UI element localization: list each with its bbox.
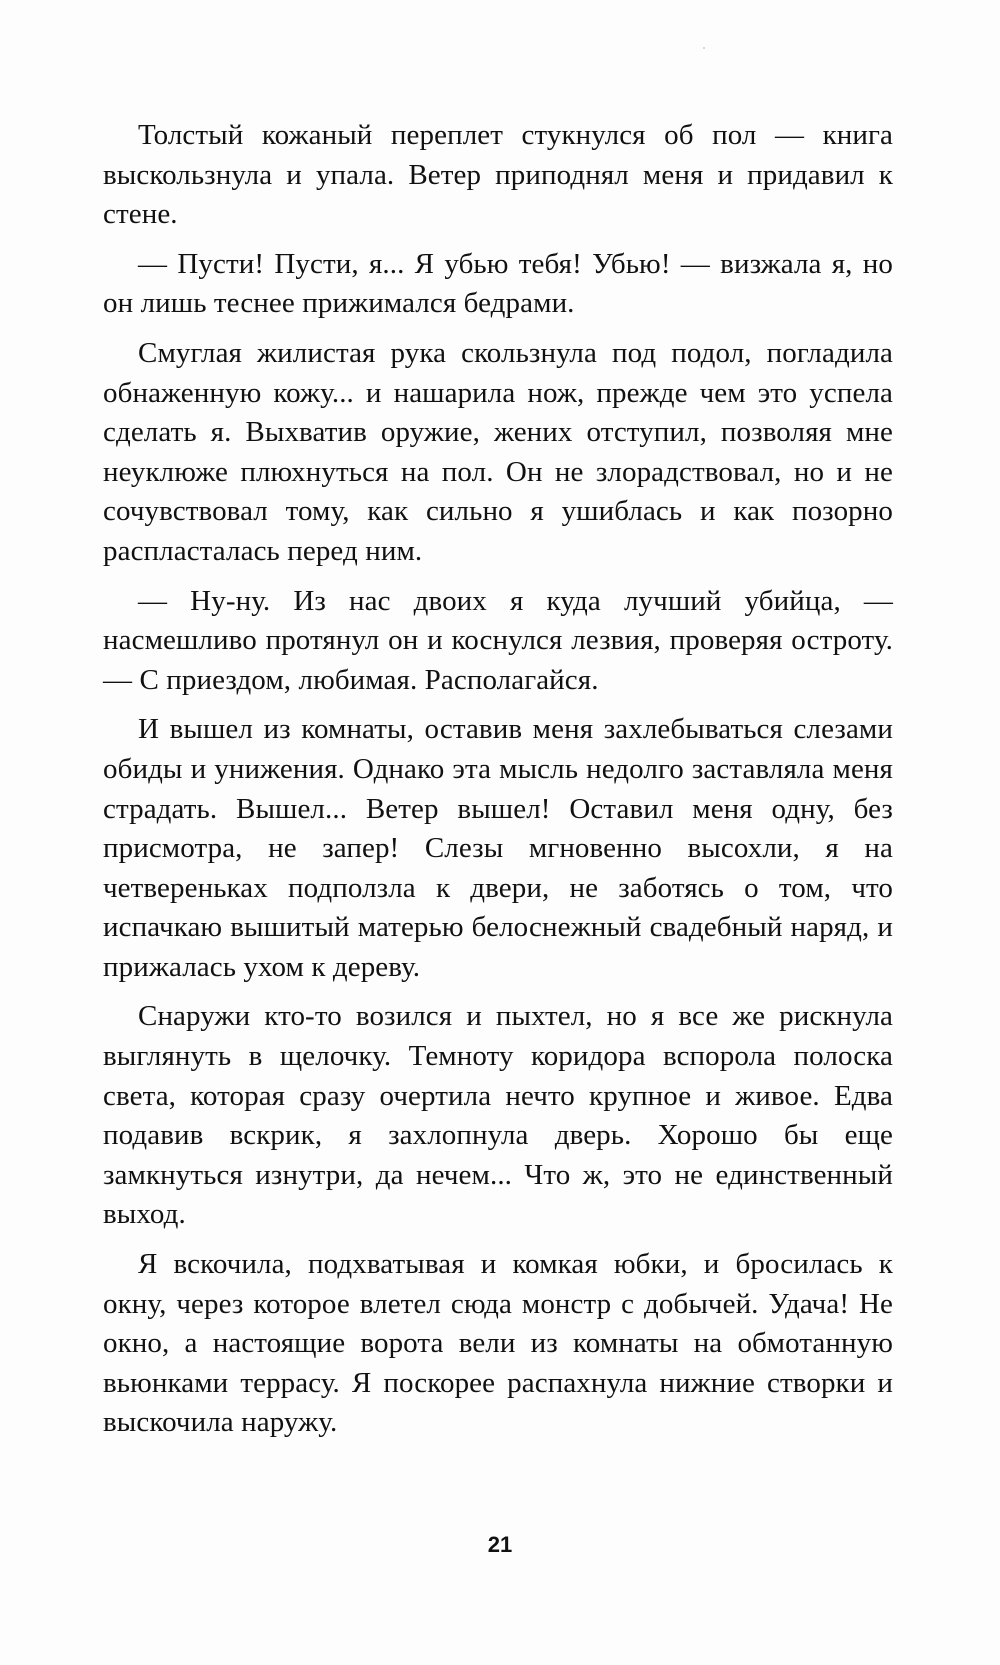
paragraph-6: Снаружи кто-то возился и пыхтел, но я все же рискнула выглянуть в щелочку. Темноту коридора вспорола полоска света, которая сразу очертила нечто крупное и живое. Едва подавив вскрик, я захлопнула дверь. Хорошо бы еще замкнуться изнутри, да нечем... Что ж, это не единственный выход. — [103, 1000, 893, 1231]
paragraph-5: И вышел из комнаты, оставив меня захлебываться слезами обиды и унижения. Однако эта мысль недолго заставляла меня страдать. Вышел... Ветер вышел! Оставил меня одну, без присмотра, не запер! Слезы мгновенно высохли, я на четвереньках подползла к двери, не заботясь о том, что испачкаю вышитый матерью белоснежный свадебный наряд, и прижалась ухом к дереву. — [103, 713, 893, 983]
body-text — [103, 116, 893, 1453]
page-number: 21 — [487, 1532, 513, 1557]
paragraph-4: — Ну-ну. Из нас двоих я куда лучший убийца, — насмешливо протянул он и коснулся лезвия, проверяя остроту. — С приездом, любимая. Располагайся. — [103, 584, 893, 696]
paragraph-3: Смуглая жилистая рука скользнула под подол, погладила обнаженную кожу... и нашарила нож, прежде чем это успела сделать я. Выхватив оружие, жених отступил, позволяя мне неуклюже плюхнуться на пол. Он не злорадствовал, но и не сочувствовал тому, как сильно я ушиблась и как позорно распласталась перед ним. — [103, 336, 893, 567]
paper-speck — [703, 47, 705, 49]
paragraph-1: Толстый кожаный переплет стукнулся об пол — книга выскользнула и упала. Ветер приподнял меня и придавил к стене. — [103, 119, 893, 231]
paragraph-7: Я вскочила, подхватывая и комкая юбки, и бросилась к окну, через которое влетел сюда монстр с добычей. Удача! Не окно, а настоящие ворота вели из комнаты на обмотанную вьюнками террасу. Я поскорее распахнула нижние створки и выскочила наружу. — [103, 1248, 893, 1439]
paragraph-2: — Пусти! Пусти, я... Я убью тебя! Убью! — визжала я, но он лишь теснее прижимался бедрами. — [103, 247, 893, 320]
